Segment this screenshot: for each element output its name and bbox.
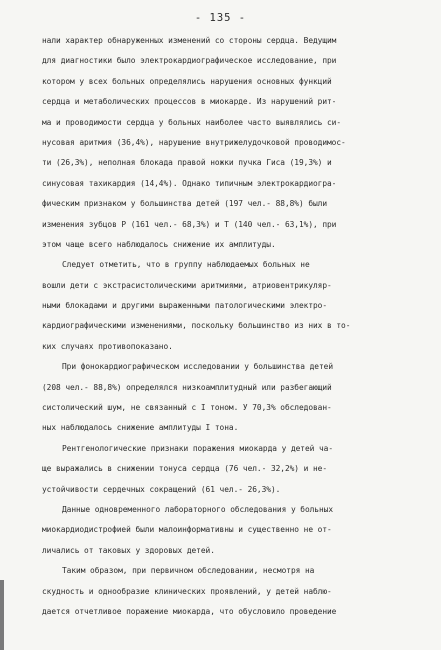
text-line: дается отчетливое поражение миокарда, что обусловило проведение [42,606,337,616]
body-text [42,31,412,622]
text-line: ных наблюдалось снижение амплитуды I тона. [42,423,239,433]
text-line: ще выражались в снижении тонуса сердца (76 чел.- 32,2%) и не- [42,464,328,474]
text-line: изменения зубцов Р (161 чел.- 68,3%) и Т (140 чел.- 63,1%), при [42,219,337,229]
text-line: фическим признаком у большинства детей (197 чел.- 88,8%) были [42,199,328,209]
text-line: вошли дети с экстрасистолическими аритмиями, атриовентрикуляр- [42,280,332,290]
scan-edge-mark [0,580,4,650]
text-line: личались от таковых у здоровых детей. [42,545,215,555]
text-line: ными блокадами и другими выраженными патологическими электро- [42,301,328,311]
text-line: Следует отметить, что в группу наблюдаемых больных не [62,260,310,270]
text-line: миокардиодистрофией были малоинформативны и существенно не от- [42,525,332,535]
text-line: ких случаях противопоказано. [42,341,173,351]
text-line: нали характер обнаруженных изменений со стороны сердца. Ведущим [42,36,337,45]
text-line: сердца и метаболических процессов в миокарде. Из нарушений рит- [42,97,337,107]
text-line: этом чаще всего наблюдалось снижение их амплитуды. [42,239,276,249]
page-number: - 135 - [194,12,247,24]
text-line: Данные одновременного лабораторного обследования у больных [62,504,333,514]
text-line: для диагностики было электрокардиографическое исследование, при [42,56,337,66]
text-line: синусовая тахикардия (14,4%). Однако типичным электрокардиогра- [42,178,337,188]
text-line: скудность и однообразие клинических проявлений, у детей наблю- [42,586,332,596]
text-line: кардиографическими изменениями, поскольку большинство из них в то- [42,321,351,331]
text-line: систолический шум, не связанный с I тоном. У 70,3% обследован- [42,403,332,413]
text-line: При фонокардиографическом исследовании у большинства детей [62,362,333,372]
text-line: нусовая аритмия (36,4%), нарушение внутрижелудочковой проводимос- [42,137,346,147]
text-line: устойчивости сердечных сокращений (61 чел.- 26,3%). [42,484,281,494]
text-line: ма и проводимости сердца у больных наиболее часто выявлялись си- [42,117,342,127]
text-line: Рентгенологические признаки поражения миокарда у детей ча- [62,443,333,453]
text-line: (208 чел.- 88,8%) определялся низкоамплитудный или разбегающий [42,382,332,392]
text-line: котором у всех больных определялись нарушения основных функций [42,76,332,86]
text-line: ти (26,3%), неполная блокада правой ножки пучка Гиса (19,3%) и [42,158,332,168]
text-line: Таким образом, при первичном обследовании, несмотря на [62,566,315,576]
